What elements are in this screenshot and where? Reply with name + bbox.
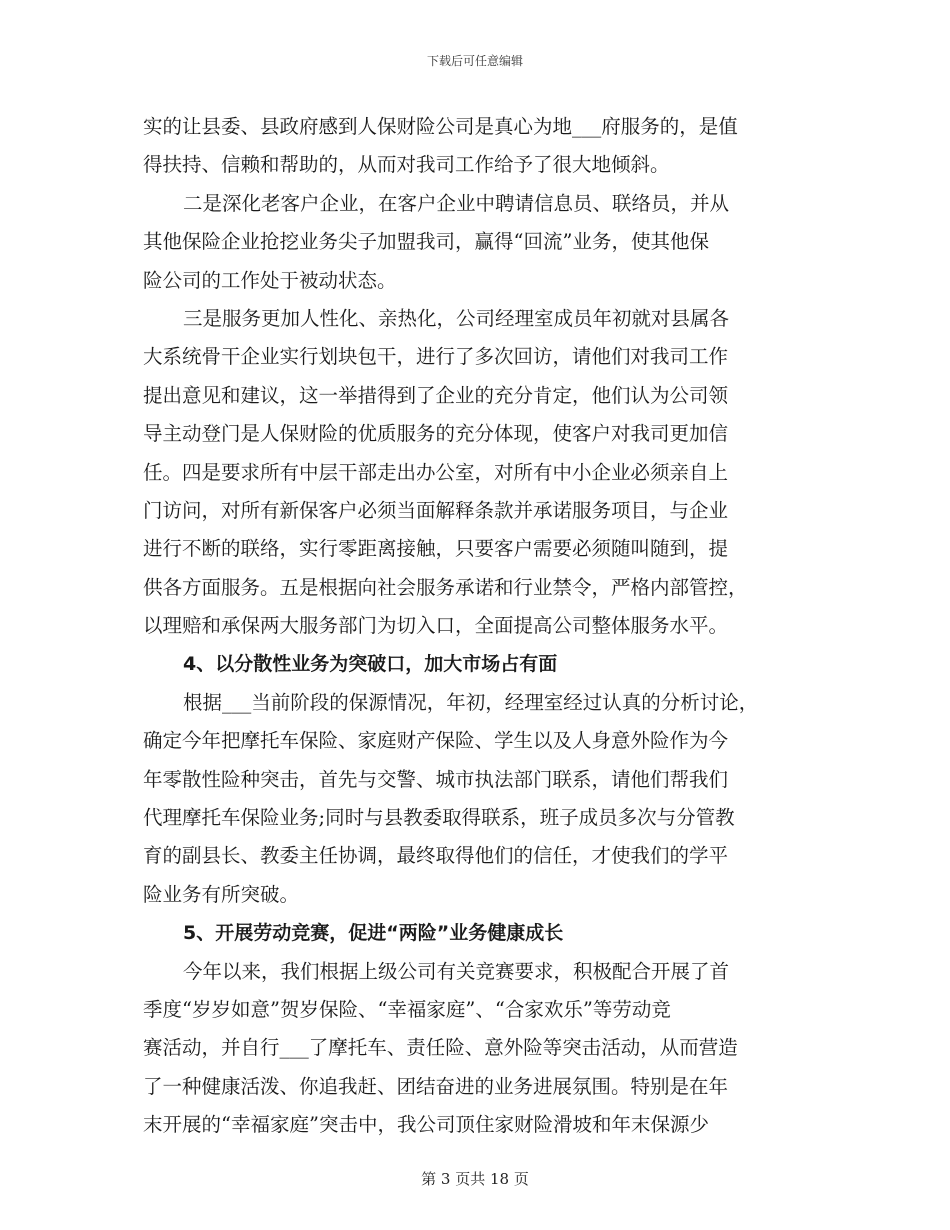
text-line: 年零散性险种突击，首先与交警、城市执法部门联系，请他们帮我们: [143, 767, 729, 791]
text-line: 今年以来，我们根据上级公司有关竞赛要求，积极配合开展了首: [183, 959, 730, 983]
text-line: 供各方面服务。五是根据向社会服务承诺和行业禁令，严格内部管控，: [143, 575, 748, 599]
text-line: 末开展的“幸福家庭”突击中，我公司顶住家财险滑坡和年末保源少: [143, 1113, 709, 1137]
text-line: 根据___当前阶段的保源情况，年初，经理室经过认真的分析讨论，: [183, 690, 759, 714]
text-line: 门访问，对所有新保客户必须当面解释条款并承诺服务项目，与企业: [143, 498, 729, 522]
text-line: 其他保险企业抢挖业务尖子加盟我司，赢得“回流”业务，使其他保: [143, 230, 709, 254]
text-line: 了一种健康活泼、你追我赶、团结奋进的业务进展氛围。特别是在年: [143, 1074, 729, 1098]
page-header: 下载后可任意编辑: [426, 54, 523, 68]
text-line: 提出意见和建议，这一举措得到了企业的充分肯定，他们认为公司领: [143, 383, 729, 407]
document-body: [143, 108, 815, 1145]
text-line: 确定今年把摩托车保险、家庭财产保险、学生以及人身意外险作为今: [143, 729, 729, 753]
text-line: 险业务有所突破。: [143, 882, 300, 906]
text-line: 险公司的工作处于被动状态。: [143, 268, 397, 292]
text-line: 以理赔和承保两大服务部门为切入口，全面提高公司整体服务水平。: [143, 614, 729, 638]
text-line: 得扶持、信赖和帮助的，从而对我司工作给予了很大地倾斜。: [143, 153, 670, 177]
text-line: 实的让县委、县政府感到人保财险公司是真心为地___府服务的，是值: [143, 115, 738, 138]
section-heading: 5、开展劳动竞赛，促进“两险”业务健康成长: [183, 922, 564, 945]
section-heading: 4、以分散性业务为突破口，加大市场占有面: [183, 653, 558, 676]
text-line: 代理摩托车保险业务;同时与县教委取得联系，班子成员多次与分管教: [143, 806, 735, 830]
text-line: 大系统骨干企业实行划块包干，进行了多次回访，请他们对我司工作: [143, 345, 729, 369]
page-footer: 第 3 页共 18 页: [421, 1170, 529, 1188]
text-line: 季度“岁岁如意”贺岁保险、“幸福家庭”、“合家欢乐”等劳动竞: [143, 997, 671, 1021]
text-line: 赛活动，并自行___了摩托车、责任险、意外险等突击活动，从而营造: [143, 1036, 738, 1060]
text-line: 进行不断的联络，实行零距离接触，只要客户需要必须随叫随到，提: [143, 537, 729, 561]
text-line: 育的副县长、教委主任协调，最终取得他们的信任，才使我们的学平: [143, 844, 729, 868]
text-line: 导主动登门是人保财险的优质服务的充分体现，使客户对我司更加信: [143, 422, 729, 446]
text-line: 任。四是要求所有中层干部走出办公室，对所有中小企业必须亲自上: [143, 460, 729, 484]
text-line: 二是深化老客户企业，在客户企业中聘请信息员、联络员，并从: [183, 191, 730, 215]
text-line: 三是服务更加人性化、亲热化，公司经理室成员年初就对县属各: [183, 306, 730, 330]
